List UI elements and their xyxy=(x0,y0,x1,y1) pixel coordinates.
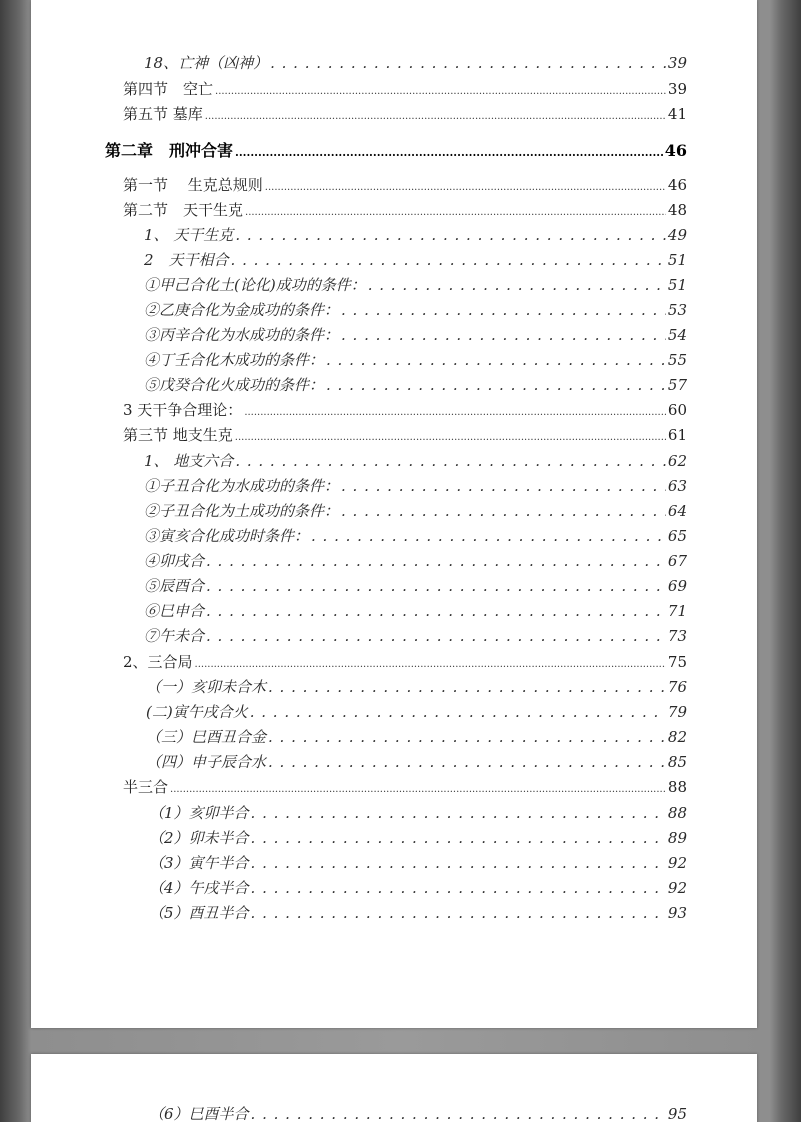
toc-entry[interactable] xyxy=(144,249,687,270)
toc-entry-label: ③寅亥合化成功时条件： xyxy=(144,527,310,545)
toc-page-number: 76 xyxy=(667,678,687,696)
toc-entry-label: (二)寅午戌合火 xyxy=(146,703,248,721)
toc-entry[interactable] xyxy=(123,174,687,195)
dot-leader xyxy=(341,301,666,319)
dot-leader xyxy=(251,804,666,822)
toc-entry[interactable] xyxy=(144,450,687,471)
toc-page-number: 65 xyxy=(667,527,687,545)
dot-leader xyxy=(250,703,666,721)
toc-entry-label: （三）巳酉丑合金 xyxy=(146,728,267,746)
toc-entry-label: （5）酉丑半合 xyxy=(149,904,249,922)
toc-entry[interactable] xyxy=(149,902,687,923)
toc-entry-label: （1）亥卯半合 xyxy=(149,804,249,822)
document-page-2 xyxy=(31,1054,757,1122)
toc-entry-label: （4）午戌半合 xyxy=(149,879,249,897)
toc-entry[interactable] xyxy=(144,600,687,621)
toc-entry-label: 第二章 刑冲合害 xyxy=(105,141,234,160)
toc-entry[interactable] xyxy=(146,701,687,722)
dot-leader xyxy=(195,653,666,671)
toc-page-number: 48 xyxy=(667,201,687,219)
dot-leader xyxy=(244,401,666,419)
dot-leader xyxy=(206,602,666,620)
toc-page-number: 39 xyxy=(667,80,687,98)
toc-entry[interactable] xyxy=(144,52,687,73)
toc-entry-label: ②子丑合化为土成功的条件： xyxy=(144,502,340,520)
toc-entry-label: 第二节 天干生克 xyxy=(123,201,244,219)
toc-page-number: 53 xyxy=(667,301,687,319)
toc-page-number: 64 xyxy=(667,502,687,520)
toc-entry-label: 1、 天干生克 xyxy=(144,226,234,244)
dot-leader xyxy=(235,141,663,160)
toc-entry[interactable] xyxy=(123,199,687,220)
dot-leader xyxy=(215,80,666,98)
toc-entry[interactable] xyxy=(123,424,687,445)
toc-page-number: 46 xyxy=(667,176,687,194)
toc-entry-label: （四）申子辰合水 xyxy=(146,753,267,771)
dot-leader xyxy=(270,54,666,72)
dot-leader xyxy=(245,201,666,219)
dot-leader xyxy=(206,627,666,645)
toc-page-number: 49 xyxy=(667,226,687,244)
toc-entry-label: （6）巳酉半合 xyxy=(149,1105,249,1122)
toc-entry-label: 2、三合局 xyxy=(123,653,193,671)
toc-entry[interactable] xyxy=(144,224,687,245)
toc-page-number: 51 xyxy=(667,276,687,294)
toc-page-number: 89 xyxy=(667,829,687,847)
toc-entry[interactable] xyxy=(144,374,687,395)
toc-entry-label: ⑥巳申合 xyxy=(144,602,205,620)
toc-entry-label: 第一节 生克总规则 xyxy=(123,176,263,194)
dot-leader xyxy=(311,527,666,545)
toc-page-number: 57 xyxy=(667,376,687,394)
dot-leader xyxy=(235,452,666,470)
dot-leader xyxy=(326,376,666,394)
toc-page-number: 71 xyxy=(667,602,687,620)
toc-page-number: 79 xyxy=(667,703,687,721)
toc-entry-label: （一）亥卯未合木 xyxy=(146,678,267,696)
toc-entry[interactable] xyxy=(146,726,687,747)
dot-leader xyxy=(268,678,666,696)
toc-page-number: 93 xyxy=(667,904,687,922)
toc-entry[interactable] xyxy=(144,349,687,370)
dot-leader xyxy=(235,226,666,244)
toc-entry-label: ⑤戊癸合化火成功的条件： xyxy=(144,376,325,394)
dot-leader xyxy=(205,105,666,123)
toc-page-number: 46 xyxy=(664,141,687,160)
toc-entry[interactable] xyxy=(149,877,687,898)
toc-entry-label: ③丙辛合化为水成功的条件： xyxy=(144,326,340,344)
toc-page-number: 69 xyxy=(667,577,687,595)
toc-entry-label: 第三节 地支生克 xyxy=(123,426,233,444)
toc-entry[interactable] xyxy=(144,324,687,345)
toc-page-number: 88 xyxy=(667,778,687,796)
dot-leader xyxy=(341,477,666,495)
toc-page-number: 63 xyxy=(667,477,687,495)
toc-entry-label: ④丁壬合化木成功的条件： xyxy=(144,351,325,369)
toc-page-number: 41 xyxy=(667,105,687,123)
dot-leader xyxy=(170,778,666,796)
toc-page-number: 67 xyxy=(667,552,687,570)
toc-entry[interactable] xyxy=(144,575,687,596)
toc-entry[interactable] xyxy=(149,802,687,823)
toc-entry[interactable] xyxy=(144,625,687,646)
dot-leader xyxy=(326,351,666,369)
toc-entry[interactable] xyxy=(144,274,687,295)
toc-entry-label: 1、 地支六合 xyxy=(144,452,234,470)
toc-page-number: 62 xyxy=(667,452,687,470)
toc-entry[interactable] xyxy=(149,827,687,848)
dot-leader xyxy=(368,276,666,294)
toc-page-number: 61 xyxy=(667,426,687,444)
toc-entry-label: 第四节 空亡 xyxy=(123,80,214,98)
toc-entry-label: 3 天干争合理论： xyxy=(123,401,243,419)
toc-page-number: 39 xyxy=(667,54,687,72)
toc-page-number: 82 xyxy=(667,728,687,746)
toc-entry[interactable] xyxy=(123,399,687,420)
toc-page-number: 85 xyxy=(667,753,687,771)
dot-leader xyxy=(206,552,666,570)
toc-entry-label: ④卯戌合 xyxy=(144,552,205,570)
toc-page-number: 88 xyxy=(667,804,687,822)
toc-entry[interactable] xyxy=(144,500,687,521)
toc-entry[interactable] xyxy=(146,751,687,772)
toc-entry[interactable] xyxy=(123,78,687,99)
toc-page-number: 60 xyxy=(667,401,687,419)
toc-entry-label: 第五节 墓库 xyxy=(123,105,203,123)
toc-entry-label: （2）卯未半合 xyxy=(149,829,249,847)
toc-entry[interactable] xyxy=(123,651,687,672)
toc-entry-label: ⑤辰酉合 xyxy=(144,577,205,595)
toc-entry-label: ①甲己合化土(论化)成功的条件： xyxy=(144,276,366,294)
toc-page-number: 51 xyxy=(667,251,687,269)
dot-leader xyxy=(235,426,666,444)
toc-entry-label: 18、亡神（凶神） xyxy=(144,54,269,72)
toc-page-number: 73 xyxy=(667,627,687,645)
toc-entry[interactable] xyxy=(144,475,687,496)
toc-page-number: 55 xyxy=(667,351,687,369)
toc-page-number: 92 xyxy=(667,854,687,872)
dot-leader xyxy=(265,176,666,194)
dot-leader xyxy=(206,577,666,595)
toc-entry[interactable] xyxy=(123,103,687,124)
toc-entry-label: 2 天干相合 xyxy=(144,251,229,269)
dot-leader xyxy=(268,728,666,746)
toc-page-number: 75 xyxy=(667,653,687,671)
toc-page-number: 92 xyxy=(667,879,687,897)
dot-leader xyxy=(251,829,666,847)
toc-entry[interactable] xyxy=(144,550,687,571)
toc-entry-label: ②乙庚合化为金成功的条件： xyxy=(144,301,340,319)
dot-leader xyxy=(251,1105,666,1122)
dot-leader xyxy=(251,879,666,897)
toc-entry-label: ⑦午未合 xyxy=(144,627,205,645)
dot-leader xyxy=(341,326,666,344)
toc-entry[interactable] xyxy=(105,138,687,161)
dot-leader xyxy=(251,904,666,922)
dot-leader xyxy=(251,854,666,872)
toc-entry[interactable] xyxy=(149,1103,687,1122)
toc-entry-label: 半三合 xyxy=(123,778,169,796)
toc-entry[interactable] xyxy=(149,852,687,873)
toc-page-number: 54 xyxy=(667,326,687,344)
toc-page-number: 95 xyxy=(667,1105,687,1122)
toc-entry-label: （3）寅午半合 xyxy=(149,854,249,872)
dot-leader xyxy=(231,251,666,269)
toc-entry-label: ①子丑合化为水成功的条件： xyxy=(144,477,340,495)
document-page-1 xyxy=(31,0,757,1028)
toc-entry[interactable] xyxy=(144,299,687,320)
toc-entry[interactable] xyxy=(146,676,687,697)
dot-leader xyxy=(341,502,666,520)
toc-entry[interactable] xyxy=(144,525,687,546)
dot-leader xyxy=(268,753,666,771)
toc-entry[interactable] xyxy=(123,776,687,797)
